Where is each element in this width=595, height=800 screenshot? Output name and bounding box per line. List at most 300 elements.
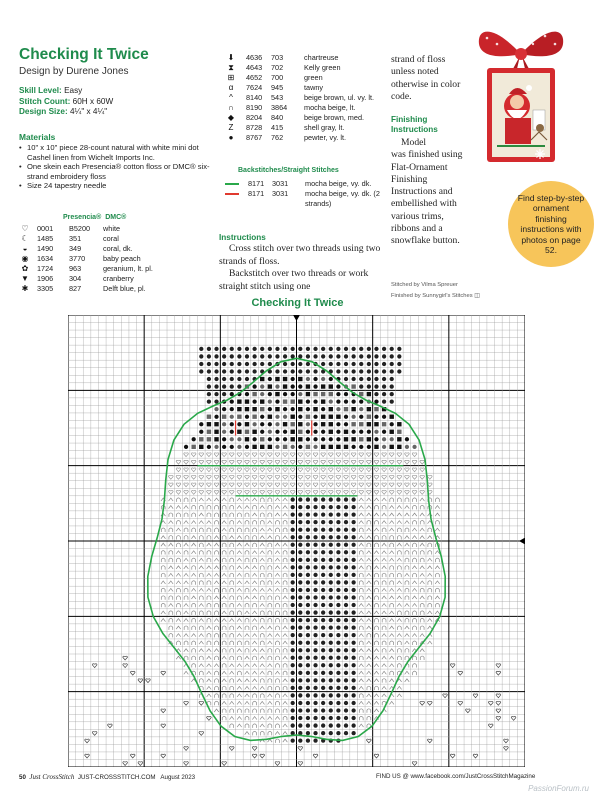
stitch-mark — [374, 415, 378, 419]
stitch-mark — [321, 528, 325, 532]
presencia-number: 8190 — [246, 103, 263, 112]
color-name: chartreuse — [304, 53, 339, 62]
callout-burst — [508, 181, 594, 267]
stitch-mark — [192, 437, 196, 441]
stitch-mark — [298, 588, 302, 592]
stitch-mark — [306, 573, 310, 577]
stitch-mark — [245, 392, 249, 396]
stitch-mark — [390, 384, 394, 388]
stitch-mark — [237, 369, 241, 373]
stitch-mark — [306, 377, 310, 381]
symbol-icon: α — [228, 83, 234, 92]
stitch-mark — [344, 588, 348, 592]
stitch-mark — [291, 595, 295, 599]
stitch-mark — [298, 686, 302, 690]
materials-item: • 10" x 10" piece 28-count natural with white mini dot Cashel linen from Wichelt Imports Inc. — [19, 143, 215, 162]
stitch-mark — [283, 377, 287, 381]
stitch-mark — [344, 716, 348, 720]
stitch-mark — [344, 392, 348, 396]
instructions-p2: Backstitch over two threads or work straight stitch using one — [219, 268, 369, 292]
stitch-mark — [390, 369, 394, 373]
stitch-mark — [268, 430, 272, 434]
stitch-mark — [336, 678, 340, 682]
stitch-mark — [329, 528, 333, 532]
stitch-mark — [291, 686, 295, 690]
stitch-mark — [298, 369, 302, 373]
stitch-mark — [313, 400, 317, 404]
stitch-mark — [367, 347, 371, 351]
stitch-mark — [367, 377, 371, 381]
stitch-mark — [214, 377, 218, 381]
stitch-mark — [321, 407, 325, 411]
stitch-mark — [260, 362, 264, 366]
stitch-mark — [321, 377, 325, 381]
stitch-mark — [298, 739, 302, 743]
stitch-mark — [283, 392, 287, 396]
stitch-mark — [306, 400, 310, 404]
stitch-mark — [344, 430, 348, 434]
stitch-mark — [321, 731, 325, 735]
stitch-mark — [268, 392, 272, 396]
presencia-number: 4643 — [246, 63, 263, 72]
stitch-mark — [222, 347, 226, 351]
stitch-mark — [313, 384, 317, 388]
stitch-mark — [306, 739, 310, 743]
stitch-mark — [291, 701, 295, 705]
symbol-icon: ✿ — [21, 264, 29, 273]
color-key-row — [225, 103, 385, 113]
stitch-mark — [260, 430, 264, 434]
color-key-row — [19, 244, 153, 254]
stitch-mark — [336, 392, 340, 396]
stitch-mark — [374, 422, 378, 426]
stitch-mark — [313, 648, 317, 652]
stitch-mark — [329, 430, 333, 434]
stitch-mark — [336, 701, 340, 705]
color-name: mocha beige, vy. dk. (2 strands) — [305, 189, 380, 208]
stitch-mark — [382, 415, 386, 419]
stitch-mark — [344, 543, 348, 547]
stitch-mark — [291, 520, 295, 524]
stitch-mark — [306, 528, 310, 532]
backstitch-heading: Backstitches/Straight Stitches — [238, 167, 339, 174]
stitch-mark — [351, 422, 355, 426]
stitch-mark — [329, 407, 333, 411]
stitch-mark — [306, 558, 310, 562]
stitch-mark — [306, 497, 310, 501]
stitch-mark — [329, 347, 333, 351]
stitch-mark — [290, 430, 294, 434]
stitch-mark — [252, 384, 256, 388]
stitch-mark — [207, 415, 211, 419]
stitch-mark — [207, 347, 211, 351]
stitch-mark — [252, 362, 256, 366]
stitch-mark — [275, 415, 279, 419]
project-meta — [19, 86, 113, 118]
stitch-mark — [329, 573, 333, 577]
stitch-mark — [275, 437, 279, 441]
stitch-mark — [336, 437, 340, 441]
stitch-mark — [321, 618, 325, 622]
stitch-mark — [298, 392, 302, 396]
stitch-mark — [321, 716, 325, 720]
color-key-row — [19, 284, 153, 294]
stitch-mark — [298, 678, 302, 682]
stitch-mark — [283, 384, 287, 388]
stitch-mark — [329, 648, 333, 652]
presencia-number: 8728 — [246, 123, 263, 132]
stitch-mark — [329, 723, 333, 727]
stitch-mark — [306, 543, 310, 547]
stitch-mark — [351, 731, 355, 735]
stitch-mark — [283, 369, 287, 373]
stitch-mark — [336, 528, 340, 532]
stitch-mark — [268, 354, 272, 358]
issue-date: August 2023 — [160, 774, 196, 781]
stitch-mark — [336, 633, 340, 637]
stitch-mark — [390, 437, 394, 441]
stitch-mark — [367, 369, 371, 373]
color-key-row — [225, 53, 385, 63]
color-key-row — [19, 264, 153, 274]
stitch-mark — [230, 347, 234, 351]
stitch-mark — [321, 580, 325, 584]
stitch-mark — [306, 505, 310, 509]
stitch-mark — [291, 354, 295, 358]
stitch-mark — [313, 573, 317, 577]
symbol-icon: ▼ — [21, 274, 29, 283]
stitch-mark — [245, 377, 249, 381]
stitch-mark — [344, 663, 348, 667]
stitch-mark — [397, 422, 401, 426]
stitch-mark — [390, 422, 394, 426]
materials-item: • One skein each Presencia® cotton floss or DMC® six-strand embroidery floss — [19, 162, 215, 181]
stitch-mark — [291, 708, 295, 712]
stitch-mark — [313, 595, 317, 599]
stitch-mark — [230, 384, 234, 388]
stitch-mark — [291, 347, 295, 351]
stitch-mark — [268, 400, 272, 404]
stitch-mark — [222, 354, 226, 358]
stitch-mark — [298, 347, 302, 351]
stitch-mark — [214, 445, 218, 449]
meta-skill-level: Skill Level: Easy — [19, 86, 83, 95]
stitch-mark — [336, 663, 340, 667]
stitch-mark — [291, 535, 295, 539]
color-name: coral — [103, 234, 119, 243]
stitch-mark — [306, 384, 310, 388]
stitch-mark — [336, 641, 340, 645]
stitch-mark — [329, 708, 333, 712]
stitch-mark — [359, 392, 363, 396]
stitch-mark — [344, 723, 348, 727]
dmc-number: 415 — [271, 123, 284, 132]
stitch-mark — [321, 430, 325, 434]
stitch-mark — [237, 384, 241, 388]
stitch-mark — [329, 543, 333, 547]
stitch-mark — [313, 663, 317, 667]
stitch-mark — [290, 399, 294, 403]
stitch-mark — [336, 671, 340, 675]
stitch-mark — [321, 362, 325, 366]
stitch-mark — [344, 686, 348, 690]
stitch-mark — [298, 558, 302, 562]
backstitch-row — [225, 189, 387, 209]
stitch-mark — [390, 392, 394, 396]
stitch-mark — [298, 633, 302, 637]
stitch-mark — [351, 648, 355, 652]
stitch-mark — [260, 399, 264, 403]
color-name: Kelly green — [304, 63, 341, 72]
stitch-mark — [367, 384, 371, 388]
stitch-mark — [382, 392, 386, 396]
stitch-mark — [359, 384, 363, 388]
stitch-mark — [313, 723, 317, 727]
stitch-mark — [351, 641, 355, 645]
color-name: pewter, vy. lt. — [304, 133, 347, 142]
stitch-mark — [374, 392, 378, 396]
stitch-mark — [207, 445, 211, 449]
backstitch-line-swatch — [225, 193, 239, 195]
stitch-mark — [260, 354, 264, 358]
stitch-mark — [351, 528, 355, 532]
stitch-mark — [336, 723, 340, 727]
stitch-mark — [306, 603, 310, 607]
stitch-mark — [351, 558, 355, 562]
stitch-mark — [329, 633, 333, 637]
stitch-mark — [336, 362, 340, 366]
stitch-mark — [390, 377, 394, 381]
stitch-mark — [344, 595, 348, 599]
stitch-mark — [336, 354, 340, 358]
stitch-mark — [344, 513, 348, 517]
stitch-mark — [237, 347, 241, 351]
stitch-mark — [237, 377, 241, 381]
stitch-mark — [245, 399, 249, 403]
stitch-mark — [275, 347, 279, 351]
stitch-mark — [207, 422, 211, 426]
stitch-mark — [222, 430, 226, 434]
stitch-mark — [344, 369, 348, 373]
stitch-mark — [390, 362, 394, 366]
stitch-mark — [329, 513, 333, 517]
color-name: beige brown, ul. vy. lt. — [304, 93, 375, 102]
stitch-mark — [298, 513, 302, 517]
stitch-mark — [329, 445, 333, 449]
stitch-mark — [306, 437, 310, 441]
stitch-mark — [374, 347, 378, 351]
stitch-mark — [344, 603, 348, 607]
finished-credit: Finished by Sunnygirl's Stitches ◫ — [391, 293, 480, 299]
stitch-mark — [351, 535, 355, 539]
page-footer-left — [19, 773, 195, 781]
stitch-mark — [298, 430, 302, 434]
stitch-mark — [306, 362, 310, 366]
camera-icon: ◫ — [474, 293, 480, 299]
stitch-mark — [344, 633, 348, 637]
stitch-mark — [351, 407, 355, 411]
stitch-mark — [313, 708, 317, 712]
meta-stitch-count: Stitch Count: 60H x 60W — [19, 96, 114, 106]
stitch-mark — [321, 641, 325, 645]
color-name: coral, dk. — [103, 244, 133, 253]
stitch-mark — [390, 400, 394, 404]
stitch-mark — [237, 399, 241, 403]
stitch-mark — [336, 347, 340, 351]
meta-design-size: Design Size: 4¼" x 4¼" — [19, 107, 108, 117]
stitch-mark — [329, 603, 333, 607]
stitch-mark — [382, 400, 386, 404]
stitch-mark — [367, 422, 371, 426]
stitch-mark — [336, 595, 340, 599]
symbol-icon: ☾ — [21, 234, 29, 243]
stitch-mark — [306, 595, 310, 599]
stitch-mark — [291, 618, 295, 622]
backstitch-line-swatch — [225, 183, 239, 185]
stitch-mark — [313, 347, 317, 351]
stitch-mark — [329, 641, 333, 645]
finishing-heading: Finishing Instructions — [391, 115, 438, 134]
stitch-mark — [336, 422, 340, 426]
stitch-mark — [306, 648, 310, 652]
stitch-mark — [321, 497, 325, 501]
stitch-mark — [298, 701, 302, 705]
stitch-mark — [298, 354, 302, 358]
legend-col-presencia: Presencia® — [63, 214, 102, 221]
stitch-mark — [344, 656, 348, 660]
stitch-mark — [344, 347, 348, 351]
stitch-mark — [298, 422, 302, 426]
stitch-mark — [298, 497, 302, 501]
chart-grid — [68, 315, 525, 767]
stitch-mark — [344, 354, 348, 358]
presencia-number: 3305 — [37, 284, 54, 293]
stitch-mark — [336, 430, 340, 434]
materials-heading: Materials — [19, 132, 56, 142]
stitch-mark — [313, 558, 317, 562]
stitch-mark — [214, 354, 218, 358]
stitch-mark — [313, 641, 317, 645]
stitch-mark — [283, 362, 287, 366]
symbol-icon: ◉ — [21, 254, 29, 263]
stitch-mark — [222, 377, 226, 381]
dmc-number: 3031 — [272, 189, 289, 198]
symbol-icon: ● — [228, 133, 234, 142]
stitch-mark — [321, 626, 325, 630]
stitch-mark — [336, 610, 340, 614]
stitch-mark — [199, 347, 203, 351]
stitch-mark — [291, 558, 295, 562]
stitch-mark — [306, 415, 310, 419]
stitch-mark — [313, 520, 317, 524]
stitch-mark — [313, 392, 317, 396]
stitch-mark — [298, 384, 302, 388]
stitch-mark — [344, 377, 348, 381]
stitch-mark — [351, 497, 355, 501]
stitch-mark — [291, 505, 295, 509]
stitch-mark — [351, 354, 355, 358]
presencia-number: 8171 — [248, 179, 265, 188]
stitch-mark — [321, 588, 325, 592]
stitch-mark — [290, 422, 294, 426]
stitch-mark — [237, 362, 241, 366]
stitch-mark — [275, 377, 279, 381]
stitch-mark — [336, 543, 340, 547]
stitch-mark — [329, 354, 333, 358]
stitch-mark — [329, 693, 333, 697]
stitch-mark — [344, 626, 348, 630]
stitch-mark — [298, 437, 302, 441]
stitch-mark — [260, 415, 264, 419]
stitch-mark — [230, 415, 234, 419]
stitch-mark — [313, 671, 317, 675]
stitch-mark — [230, 407, 234, 411]
stitch-mark — [283, 445, 287, 449]
stitch-mark — [359, 377, 363, 381]
color-key-right — [225, 53, 385, 143]
stitch-mark — [313, 550, 317, 554]
presencia-number: 1634 — [37, 254, 54, 263]
stitch-mark — [298, 505, 302, 509]
stitch-mark — [298, 663, 302, 667]
stitch-mark — [306, 678, 310, 682]
stitch-mark — [329, 505, 333, 509]
dmc-number: 543 — [271, 93, 284, 102]
stitch-mark — [298, 648, 302, 652]
stitch-mark — [306, 708, 310, 712]
stitch-mark — [291, 497, 295, 501]
stitch-mark — [237, 445, 241, 449]
stitch-mark — [351, 701, 355, 705]
stitch-mark — [321, 603, 325, 607]
stitch-mark — [230, 430, 234, 434]
designer-byline: Design by Durene Jones — [19, 66, 129, 77]
stitch-mark — [298, 535, 302, 539]
stitch-mark — [344, 678, 348, 682]
stitch-mark — [306, 535, 310, 539]
stitch-mark — [222, 392, 226, 396]
stitch-mark — [374, 407, 378, 411]
stitch-mark — [329, 618, 333, 622]
stitch-mark — [351, 445, 355, 449]
stitch-mark — [374, 430, 378, 434]
stitch-mark — [336, 513, 340, 517]
stitch-mark — [306, 565, 310, 569]
stitch-mark — [230, 362, 234, 366]
stitch-mark — [336, 407, 340, 411]
stitch-mark — [329, 656, 333, 660]
stitch-mark — [351, 437, 355, 441]
stitch-mark — [336, 497, 340, 501]
color-key-row — [225, 73, 385, 83]
stitch-mark — [351, 686, 355, 690]
stitch-mark — [351, 520, 355, 524]
stitch-mark — [283, 422, 287, 426]
stitch-mark — [291, 603, 295, 607]
stitch-mark — [382, 384, 386, 388]
stitch-mark — [344, 535, 348, 539]
stitch-mark — [252, 392, 256, 396]
stitch-mark — [329, 626, 333, 630]
dmc-number: 304 — [69, 274, 82, 283]
stitch-mark — [298, 445, 302, 449]
presencia-number: 4652 — [246, 73, 263, 82]
stitch-mark — [329, 422, 333, 426]
stitch-mark — [291, 739, 295, 743]
stitch-mark — [252, 347, 256, 351]
stitch-mark — [359, 422, 363, 426]
stitch-mark — [298, 528, 302, 532]
